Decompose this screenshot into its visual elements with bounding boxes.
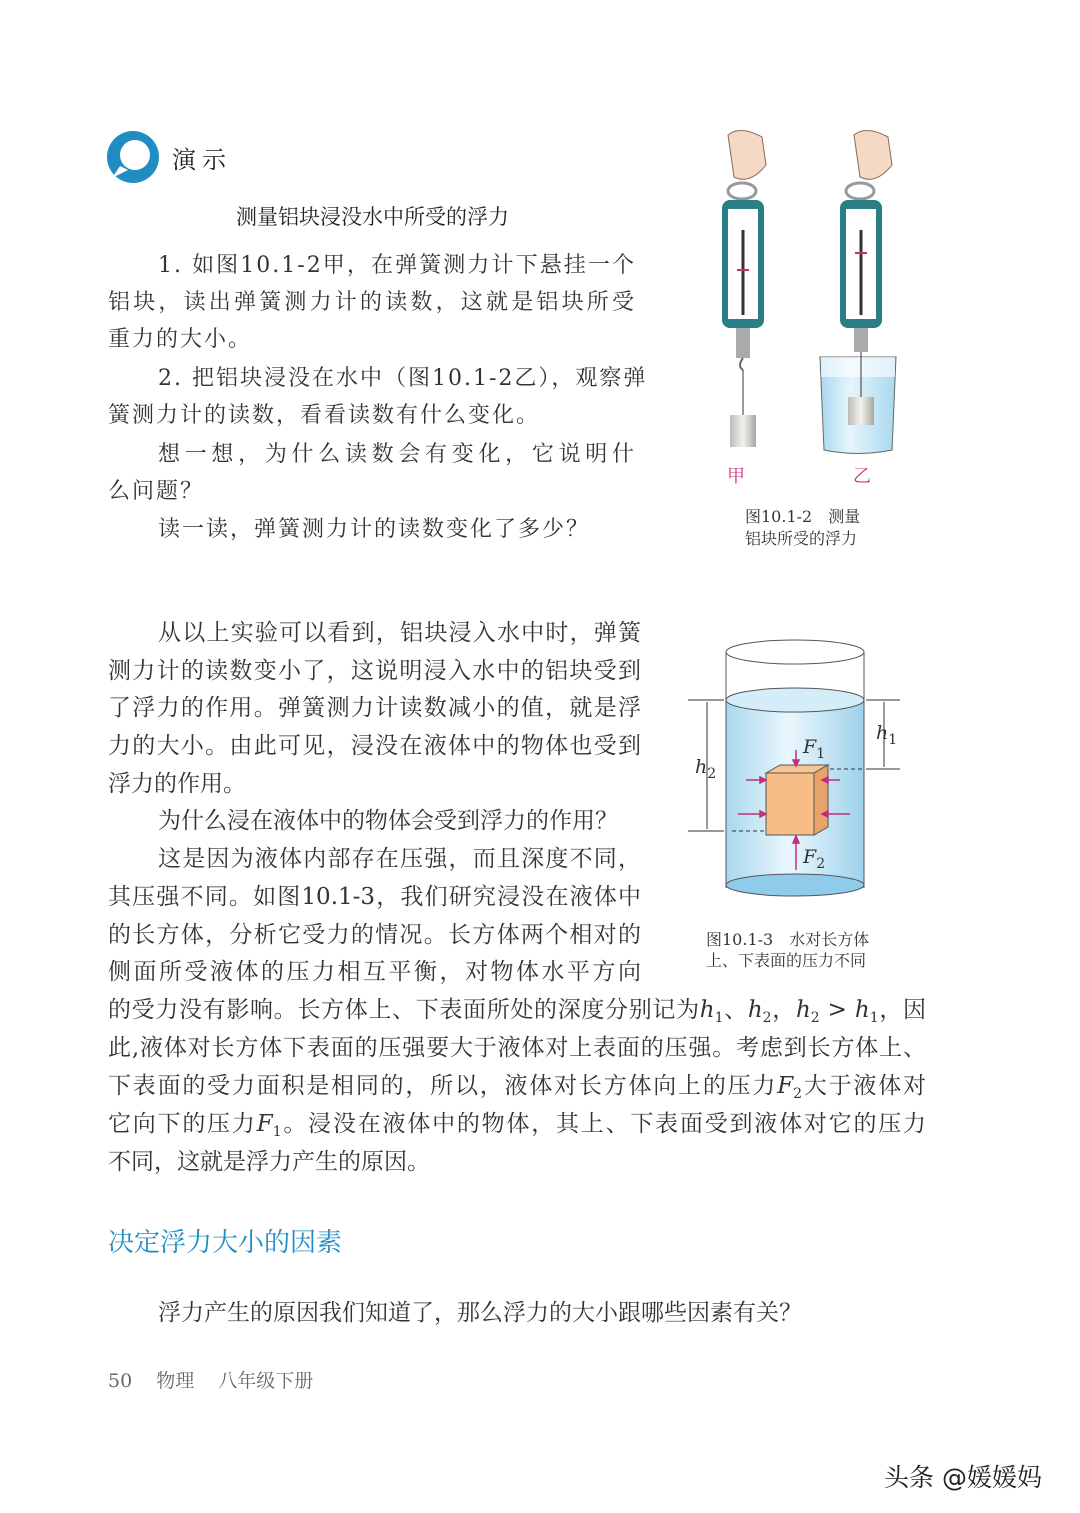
paragraph-line: 的受力没有影响。长方体上、下表面所处的深度分别记为$h_1$、$h_2$，$h_2 > h_1$，因 [108,997,927,1026]
f2-label: $F_2$ [803,846,826,872]
section-heading: 决定浮力大小的因素 [108,1228,343,1258]
paragraph-line: 浮力的作用。 [108,771,246,797]
paragraph-line: 为什么浸在液体中的物体会受到浮力的作用？ [158,808,618,834]
paragraph-line: 了浮力的作用。弹簧测力计读数减小的值，就是浮 [108,695,641,721]
experiment-title: 测量铝块浸没水中所受的浮力 [236,205,509,229]
subject: 物理 [156,1370,195,1392]
paragraph-line: 力的大小。由此可见，浸没在液体中的物体也受到 [108,733,641,759]
demo-line: 么问题？ [108,479,205,504]
demo-line: 想一想，为什么读数会有变化，它说明什 [158,442,636,467]
paragraph-line: 侧面所受液体的压力相互平衡，对物体水平方向 [108,959,641,985]
book-title: 八年级下册 [218,1370,314,1392]
spring-scale-left [722,130,766,447]
section-text: 浮力产生的原因我们知道了，那么浮力的大小跟哪些因素有关？ [158,1300,802,1326]
math-variable: $h_2$ [795,997,820,1026]
figure-caption: 铝块所受的浮力 [745,529,858,548]
spring-scale-figure [700,125,920,465]
math-variable: $F_1$ [256,1111,282,1140]
figure-caption: 上、下表面的压力不同 [706,951,867,970]
paragraph-line: 此,液体对长方体下表面的压强要大于液体对上表面的压强。考虑到长方体上、 [108,1035,926,1061]
paragraph-line: 它向下的压力$F_1$。浸没在液体中的物体，其上、下表面受到液体对它的压力 [108,1111,927,1140]
paragraph-line: 下表面的受力面积是相同的，所以，液体对长方体向上的压力$F_2$大于液体对 [108,1073,927,1102]
demo-label: 演示 [172,146,232,174]
f1-label: $F_1$ [803,736,826,762]
figure-label-yi: 乙 [853,466,871,487]
figure-label-jia: 甲 [727,466,745,487]
h2-label: $h_2$ [695,756,717,782]
paragraph-line: 其压强不同。如图10.1-3，我们研究浸没在液体中 [108,884,641,910]
demo-line: 读一读，弹簧测力计的读数变化了多少？ [158,517,591,542]
paragraph-line: 的长方体，分析它受力的情况。长方体两个相对的 [108,922,641,948]
page-number: 50 [108,1370,133,1392]
figure-caption: 图10.1-3 水对长方体 [706,930,870,949]
math-variable: $F_2$ [777,1073,803,1102]
paragraph-line: 从以上实验可以看到，铝块浸入水中时，弹簧 [158,620,641,646]
demo-icon [106,130,162,186]
demo-line: 重力的大小。 [108,327,253,352]
demo-line: 2. 把铝块浸没在水中（图10.1-2乙），观察弹 [158,366,648,391]
demo-line: 1. 如图10.1-2甲，在弹簧测力计下悬挂一个 [158,253,636,278]
paragraph-line: 这是因为液体内部存在压强，而且深度不同， [158,846,641,872]
watermark: 头条 @媛媛妈 [884,1463,1042,1492]
h1-label: $h_1$ [876,722,898,748]
figure-caption: 图10.1-2 测量 [745,507,861,526]
math-variable: $h_2$ [747,997,772,1026]
math-variable: $h_1$ [854,997,879,1026]
paragraph-line: 不同，这就是浮力产生的原因。 [108,1149,430,1175]
math-variable: $h_1$ [699,997,724,1026]
spring-scale-right [820,130,896,453]
page-footer [108,1366,331,1393]
demo-line: 簧测力计的读数，看看读数有什么变化。 [108,403,541,428]
demo-line: 铝块，读出弹簧测力计的读数，这就是铝块所受 [108,290,636,315]
paragraph-line: 测力计的读数变小了，这说明浸入水中的铝块受到 [108,658,641,684]
